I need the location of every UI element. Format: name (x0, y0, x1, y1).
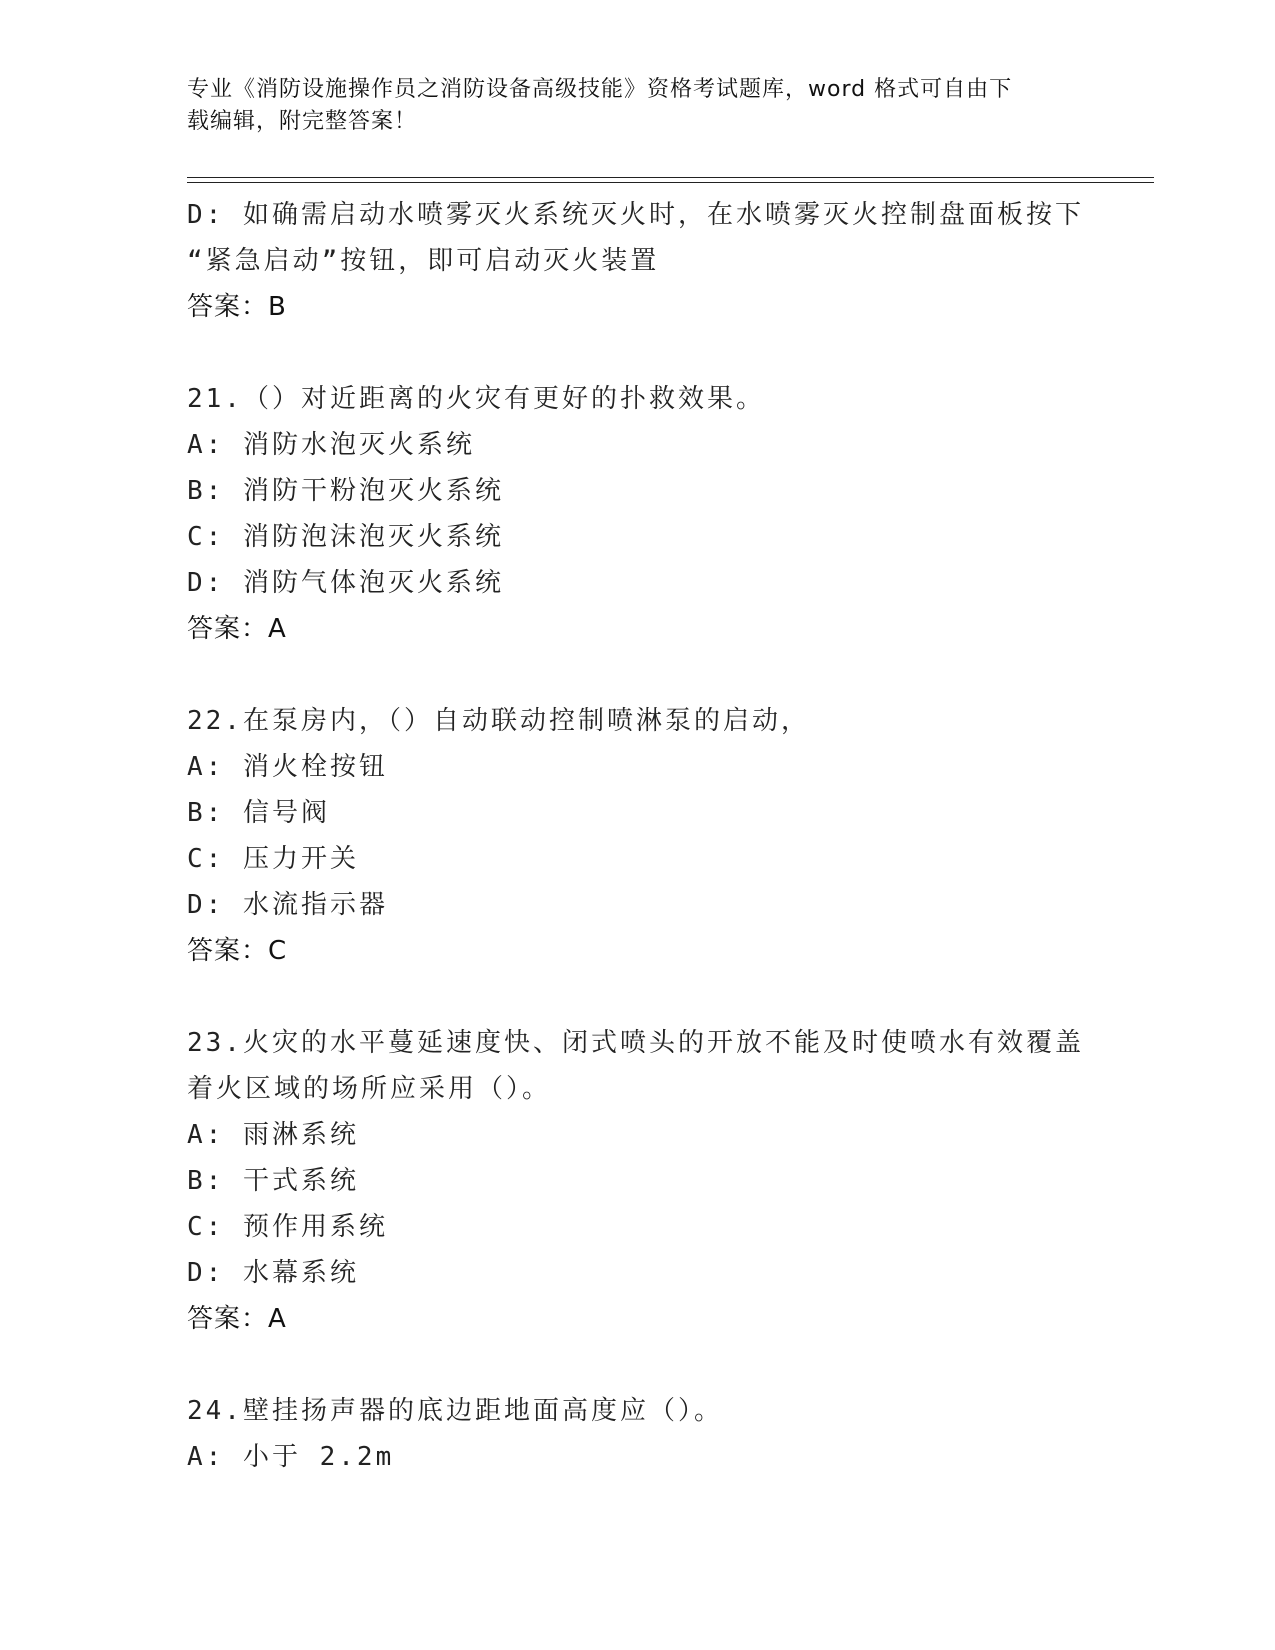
previous-question-continuation (187, 192, 1087, 330)
document-header (187, 74, 1087, 138)
spacer (187, 974, 1087, 1020)
question-list (187, 192, 1087, 1480)
question-stem: 24.壁挂扬声器的底边距地面高度应（）。 (187, 1396, 723, 1426)
question-stem: 21.（）对近距离的火灾有更好的扑救效果。 (187, 384, 765, 414)
option-c: C: 消防泡沫泡灭火系统 (187, 522, 504, 552)
option-d: D: 消防气体泡灭火系统 (187, 568, 504, 598)
spacer (187, 652, 1087, 698)
header-line-1: 专业《消防设施操作员之消防设备高级技能》资格考试题库，word 格式可自由下 (187, 77, 1013, 102)
question-23 (187, 1020, 1087, 1342)
option-d: D: 水幕系统 (187, 1258, 359, 1288)
answer-line: 答案：A (187, 614, 287, 644)
question-stem-continued: 着火区域的场所应采用（）。 (187, 1074, 552, 1104)
option-a: A: 小于 2.2m (187, 1442, 395, 1472)
option-d-continued: “紧急启动”按钮，即可启动灭火装置 (187, 246, 660, 276)
question-24 (187, 1388, 1087, 1480)
answer-line: 答案：C (187, 936, 288, 966)
option-b: B: 干式系统 (187, 1166, 359, 1196)
header-divider-top (187, 177, 1154, 178)
option-a: A: 雨淋系统 (187, 1120, 359, 1150)
answer-line: 答案：A (187, 1304, 287, 1334)
question-stem: 22.在泵房内，（）自动联动控制喷淋泵的启动， (187, 706, 810, 736)
option-b: B: 消防干粉泡灭火系统 (187, 476, 504, 506)
option-b: B: 信号阀 (187, 798, 330, 828)
option-a: A: 消火栓按钮 (187, 752, 388, 782)
question-22 (187, 698, 1087, 974)
option-c: C: 预作用系统 (187, 1212, 388, 1242)
header-line-2: 载编辑，附完整答案！ (187, 109, 418, 134)
option-c: C: 压力开关 (187, 844, 359, 874)
question-stem: 23.火灾的水平蔓延速度快、闭式喷头的开放不能及时使喷水有效覆盖 (187, 1028, 1084, 1058)
option-a: A: 消防水泡灭火系统 (187, 430, 475, 460)
question-21 (187, 376, 1087, 652)
option-d: D: 水流指示器 (187, 890, 388, 920)
header-divider-bottom (187, 182, 1154, 183)
answer-line: 答案：B (187, 292, 287, 322)
spacer (187, 330, 1087, 376)
spacer (187, 1342, 1087, 1388)
option-d: D: 如确需启动水喷雾灭火系统灭火时，在水喷雾灭火控制盘面板按下 (187, 200, 1084, 230)
